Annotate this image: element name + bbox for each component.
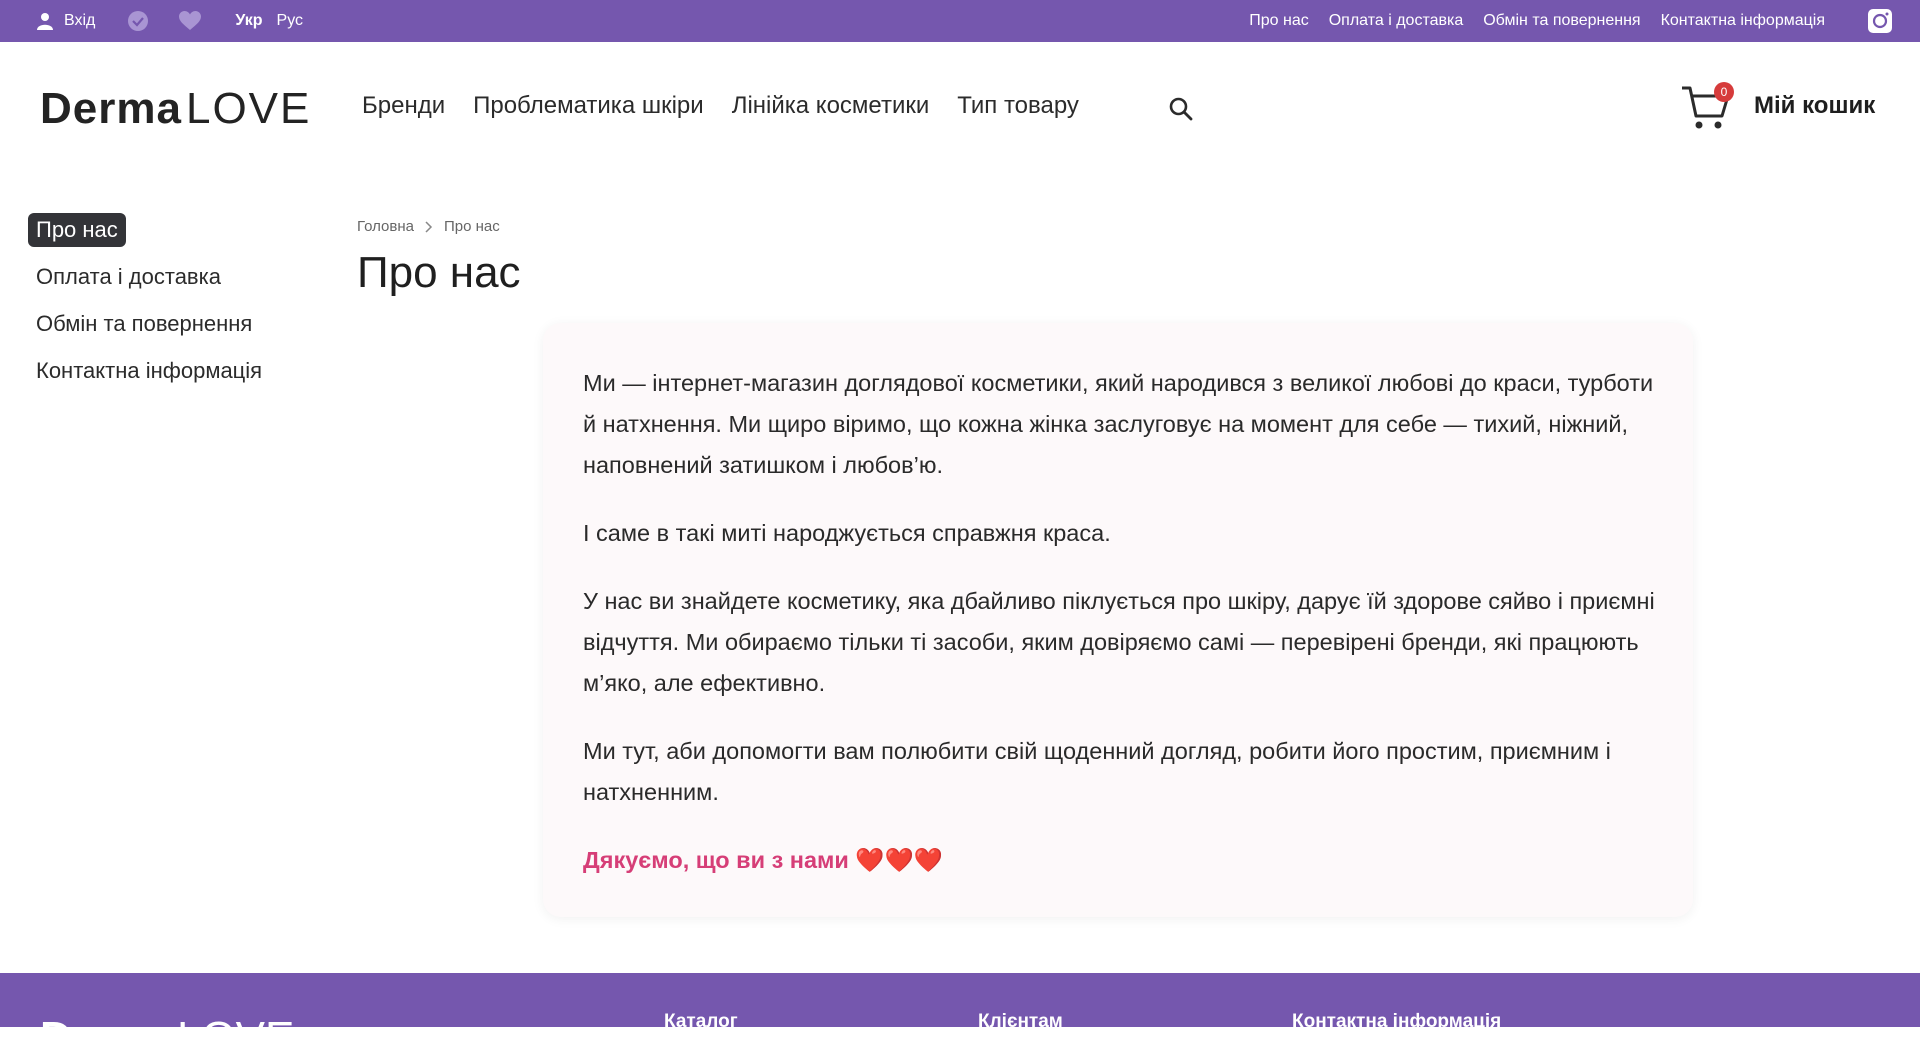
user-icon (36, 12, 54, 30)
footer-col-catalog: Каталог (664, 1011, 738, 1032)
about-paragraph: І саме в такі миті народжується справжня краса. (583, 520, 1111, 546)
cart-count-badge: 0 (1714, 82, 1734, 102)
top-link-contacts[interactable]: Контактна інформація (1660, 12, 1825, 29)
footer-logo-derma: Derma (40, 1013, 177, 1062)
sidebar-item-contacts[interactable]: Контактна інформація (36, 358, 263, 383)
main-nav (362, 92, 1079, 120)
about-text (583, 363, 1663, 881)
page-title: Про нас (357, 248, 521, 297)
footer-logo-love: LOVE (176, 1013, 295, 1062)
lang-ukr[interactable]: Укр (235, 12, 263, 29)
site-footer (0, 973, 1920, 1062)
cart-label[interactable]: Мій кошик (1754, 92, 1876, 119)
logo-derma: Derma (40, 84, 182, 133)
top-bar-links (1249, 0, 1825, 42)
sidebar-item-returns[interactable]: Обмін та повернення (36, 311, 253, 336)
about-paragraph: У нас ви знайдете косметику, яка дбайливо піклується про шкіру, дарує їй здорове сяйво і приємні відчуття. Ми обираємо тільки ті засоби, яким довіряємо самі — перевірені бренди, які працюють м’яко, але ефективно. (583, 588, 1655, 696)
about-content-card (543, 323, 1693, 917)
sidebar-item-about[interactable]: Про нас (28, 213, 126, 247)
login-link[interactable] (36, 12, 95, 30)
thanks-text: Дякуємо, що ви з нами ❤️❤️❤️ (583, 847, 944, 873)
site-logo[interactable] (40, 86, 311, 132)
top-link-returns[interactable]: Обмін та повернення (1483, 12, 1641, 29)
nav-product-type[interactable]: Тип товару (957, 92, 1079, 119)
top-link-payment[interactable]: Оплата і доставка (1328, 12, 1464, 29)
lang-rus[interactable]: Рус (276, 12, 304, 29)
footer-col-contacts: Контактна інформація (1292, 1011, 1502, 1032)
nav-skin-problems[interactable]: Проблематика шкіри (473, 92, 704, 119)
logo-love: LOVE (185, 84, 312, 133)
search-icon[interactable] (1168, 96, 1194, 122)
instagram-icon[interactable] (1867, 8, 1893, 34)
wishlist-heart-icon[interactable] (179, 11, 201, 31)
top-link-about[interactable]: Про нас (1249, 12, 1309, 29)
nav-brands[interactable]: Бренди (362, 92, 446, 119)
compare-icon[interactable] (127, 10, 149, 32)
about-paragraph: Ми тут, аби допомогти вам полюбити свій щоденний догляд, робити його простим, приємним і натхненним. (583, 738, 1611, 805)
sidebar-menu (28, 213, 308, 401)
about-paragraph: Ми — інтернет-магазин доглядової косметики, який народився з великої любові до краси, турботи й натхнення. Ми щиро віримо, що кожна жінка заслуговує на момент для себе — тихий, ніжний, наповнений затишком і любов’ю. (583, 370, 1654, 478)
breadcrumb-home[interactable]: Головна (357, 218, 414, 235)
site-header (0, 42, 1920, 177)
nav-cosmetic-lines[interactable]: Лінійка косметики (731, 92, 930, 119)
footer-col-clients: Клієнтам (978, 1011, 1063, 1032)
login-label: Вхід (64, 12, 96, 29)
top-bar (0, 0, 1920, 42)
breadcrumb-current: Про нас (444, 218, 500, 235)
language-switch (235, 12, 303, 30)
footer-logo[interactable] (40, 1013, 294, 1063)
chevron-right-icon (424, 221, 434, 233)
top-bar-left (36, 0, 303, 42)
breadcrumb (357, 218, 500, 235)
sidebar-item-payment[interactable]: Оплата і доставка (36, 264, 221, 289)
